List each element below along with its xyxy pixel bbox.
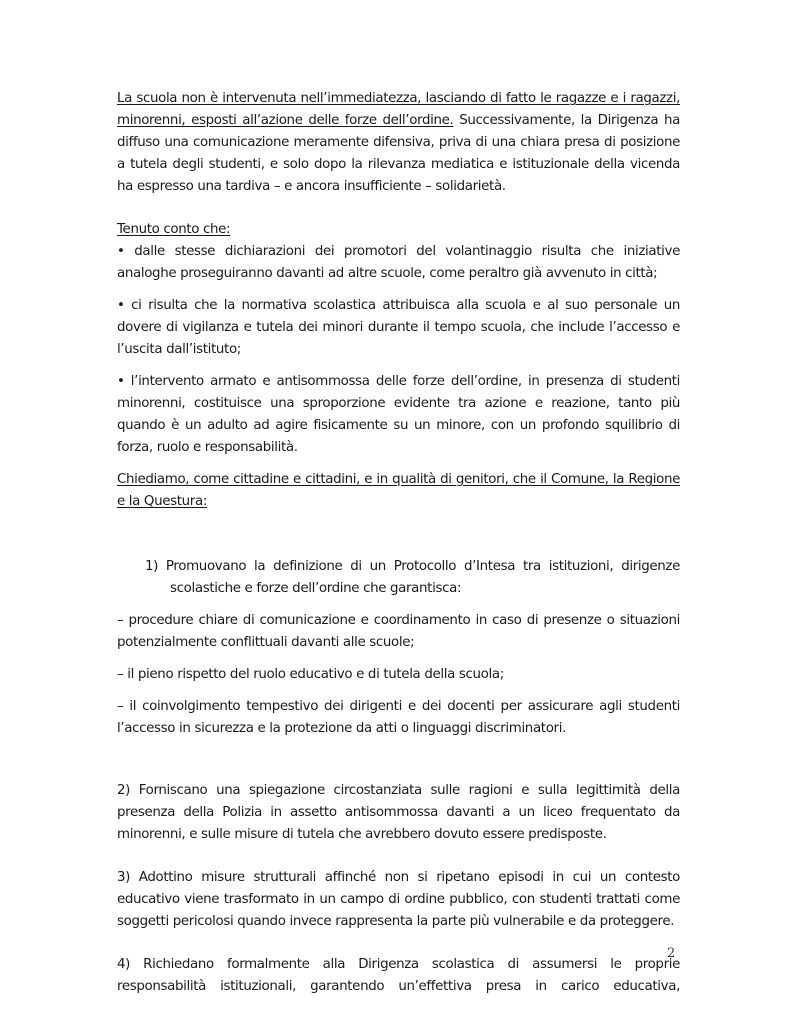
consideration-item: • ci risulta che la normativa scolastica attribuisca alla scuola e al suo personale un dovere di vigilanza e tutela dei minori durante il tempo scuola, che include l’accesso e l’uscita dall’istituto; bbox=[117, 298, 680, 357]
request-item-4: 4) Richiedano formalmente alla Dirigenza scolastica di assumersi le proprie responsabilità istituzionali, garantendo un’effettiva presa in carico educativa, bbox=[117, 957, 680, 994]
intro-paragraph bbox=[117, 88, 680, 198]
request-item-2: 2) Forniscano una spiegazione circostanziata sulle ragioni e sulla legittimità della presenza della Polizia in assetto antisommossa davanti a un liceo frequentato da minorenni, e sulle misure di tutela che avrebbero dovuto essere predisposte. bbox=[117, 783, 680, 842]
intro-text: Successivamente, la Dirigenza ha diffuso una comunicazione meramente difensiva, priva di una chiara presa di posizione a tutela degli studenti, e solo dopo la rilevanza mediatica e istituzionale della vicenda ha espresso una tardiva – e ancora insufficiente – solidarietà. bbox=[117, 113, 680, 194]
intro-underlined-text: La scuola non è intervenuta nell’immediatezza, lasciando di fatto le ragazze e i ragazzi, minorenni, esposti all’azione delle forze dell’ordine. bbox=[117, 91, 680, 128]
request-item-1 bbox=[117, 556, 680, 600]
request-item-1-text: 1) Promuovano la definizione di un Protocollo d’Intesa tra istituzioni, dirigenze scolastiche e forze dell’ordine che garantisca: bbox=[145, 559, 680, 596]
request-point: – il pieno rispetto del ruolo educativo e di tutela della scuola; bbox=[117, 667, 504, 682]
page-number: 2 bbox=[667, 946, 676, 961]
request-item-3: 3) Adottino misure strutturali affinché non si ripetano episodi in cui un contesto educativo viene trasformato in un campo di ordine pubblico, con studenti trattati come soggetti pericolosi quando invece rappresenta la parte più vulnerabile e da proteggere. bbox=[117, 870, 680, 929]
consideration-item: • dalle stesse dichiarazioni dei promotori del volantinaggio risulta che iniziative analoghe proseguiranno davanti ad altre scuole, come peraltro già avvenuto in città; bbox=[117, 244, 680, 281]
request-heading: Chiediamo, come cittadine e cittadini, e in qualità di genitori, che il Comune, la Regione e la Questura: bbox=[117, 472, 680, 509]
considerations-heading: Tenuto conto che: bbox=[117, 222, 231, 237]
request-point: – procedure chiare di comunicazione e coordinamento in caso di presenze o situazioni potenzialmente conflittuali davanti alle scuole; bbox=[117, 613, 680, 650]
request-point: – il coinvolgimento tempestivo dei dirigenti e dei docenti per assicurare agli studenti l’accesso in sicurezza e la protezione da atti o linguaggi discriminatori. bbox=[117, 699, 680, 736]
document-page bbox=[117, 88, 680, 998]
consideration-item: • l’intervento armato e antisommossa delle forze dell’ordine, in presenza di studenti minorenni, costituisce una sproporzione evidente tra azione e reazione, tanto più quando è un adulto ad agire fisicamente su un minore, con un profondo squilibrio di forza, ruolo e responsabilità. bbox=[117, 374, 680, 455]
